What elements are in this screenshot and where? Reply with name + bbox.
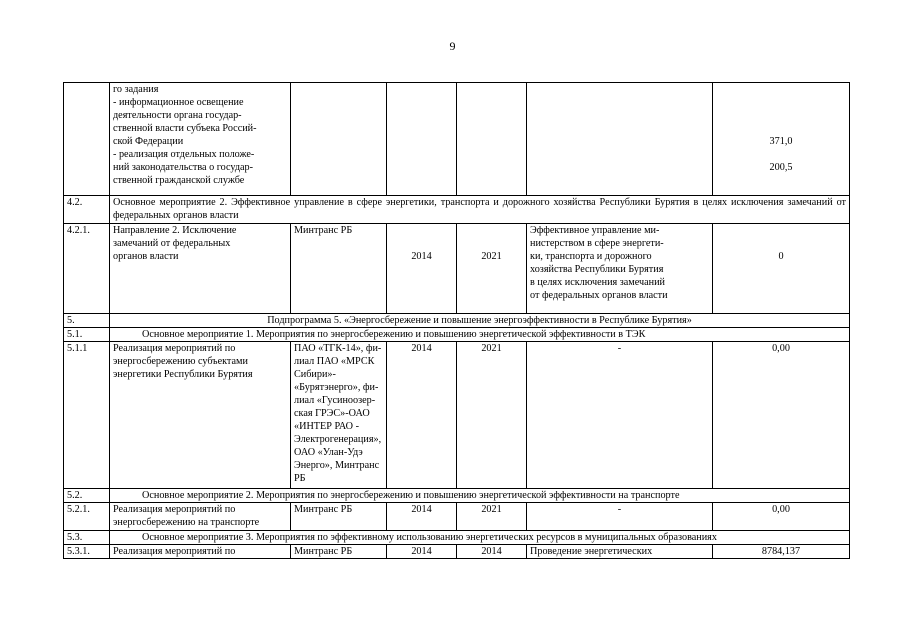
cell-section-title: Основное мероприятие 2. Мероприятия по энергосбережению и повышению энергетической эффективности на транспорте: [110, 489, 850, 503]
cell-num: 5.3.: [64, 531, 110, 545]
table-row-5-1-1: [64, 342, 850, 489]
amount-value: 371,0: [769, 136, 793, 147]
cell-end: 2014: [457, 545, 527, 559]
cell-num: 4.2.1.: [64, 224, 110, 314]
cell-num: 5.1.1: [64, 342, 110, 489]
text-line: энергосбережению субъектами: [113, 356, 248, 367]
text-line: «Бурятэнерго», фи-: [294, 382, 379, 393]
cell-start: 2014: [387, 503, 457, 531]
text-line: ская ГРЭС»-ОАО: [294, 408, 370, 419]
cell-executor: Минтранс РБ: [291, 224, 387, 314]
text-line: лиал «Гусиноозер-: [294, 395, 376, 406]
cell-amount: 0,00: [713, 342, 850, 489]
cell-section-title: Основное мероприятие 3. Мероприятия по эффективному использованию энергетических ресурсов в муниципальных образованиях: [110, 531, 850, 545]
table-row-5-1: [64, 328, 850, 342]
text-line: «ИНТЕР РАО -: [294, 421, 359, 432]
text-line: - реализация отдельных положе-: [113, 149, 255, 160]
cell-num: 5.1.: [64, 328, 110, 342]
cell-result: [527, 83, 713, 196]
program-table: [63, 82, 850, 559]
cell-start: 2014: [387, 342, 457, 489]
cell-amount: [713, 83, 850, 196]
table-row-5-2-1: [64, 503, 850, 531]
cell-section-title: Основное мероприятие 1. Мероприятия по энергосбережению и повышению энергетической эффективности в ТЭК: [110, 328, 850, 342]
text-line: деятельности органа государ-: [113, 110, 242, 121]
cell-start: 2014: [387, 545, 457, 559]
text-line: замечаний от федеральных: [113, 238, 231, 249]
text-line: Электрогенерация»,: [294, 434, 382, 445]
text-line: Реализация мероприятий по: [113, 343, 236, 354]
text-line: органов власти: [113, 251, 179, 262]
cell-executor: Минтранс РБ: [291, 503, 387, 531]
year-start: 2014: [411, 251, 432, 262]
text-line: Направление 2. Исключение: [113, 225, 237, 236]
table-row-5-3: [64, 531, 850, 545]
text-line: ний законодательства о государ-: [113, 162, 254, 173]
cell-section-title: Основное мероприятие 2. Эффективное управление в сфере энергетики, транспорта и дорожного хозяйства Республики Бурятия в целях исключения замечаний от федеральных органов власти: [110, 196, 850, 224]
cell-subprogram-title: Подпрограмма 5. «Энергосбережение и повышение энергоэффективности в Республике Бурятия»: [110, 314, 850, 328]
cell-num: 5.3.1.: [64, 545, 110, 559]
cell-amount: 0,00: [713, 503, 850, 531]
table-row-5-3-1: [64, 545, 850, 559]
cell-result: -: [527, 342, 713, 489]
text-line: Реализация мероприятий по: [113, 504, 236, 515]
table-row-continuation: [64, 83, 850, 196]
text-line: в целях исключения замечаний: [530, 277, 666, 288]
cell-start: [387, 224, 457, 314]
cell-result: -: [527, 503, 713, 531]
text-line: Энерго», Минтранс: [294, 460, 380, 471]
cell-name: Реализация мероприятий по: [110, 545, 291, 559]
cell-start: [387, 83, 457, 196]
text-line: ственной гражданской службе: [113, 175, 245, 186]
text-line: энергетики Республики Бурятия: [113, 369, 253, 380]
cell-name: [110, 83, 291, 196]
text-line: энергосбережению на транспорте: [113, 517, 260, 528]
table-row-5: [64, 314, 850, 328]
cell-name: [110, 342, 291, 489]
table-row-4-2: [64, 196, 850, 224]
cell-executor: [291, 342, 387, 489]
table-row-4-2-1: [64, 224, 850, 314]
text-line: - информационное освещение: [113, 97, 244, 108]
text-line: хозяйства Республики Бурятия: [530, 264, 664, 275]
cell-num: 4.2.: [64, 196, 110, 224]
cell-end: 2021: [457, 503, 527, 531]
text-line: лиал ПАО «МРСК: [294, 356, 375, 367]
text-line: нистерством в сфере энергети-: [530, 238, 664, 249]
cell-executor: [291, 83, 387, 196]
text-line: от федеральных органов власти: [530, 290, 668, 301]
text-line: Сибири»-: [294, 369, 336, 380]
cell-name: [110, 503, 291, 531]
text-line: ственной власти субъека Россий-: [113, 123, 257, 134]
cell-num: [64, 83, 110, 196]
amount-value: 200,5: [769, 162, 793, 173]
cell-num: 5.2.1.: [64, 503, 110, 531]
cell-amount: 8784,137: [713, 545, 850, 559]
cell-name: [110, 224, 291, 314]
cell-end: [457, 224, 527, 314]
page-number: 9: [449, 39, 456, 53]
cell-executor: Минтранс РБ: [291, 545, 387, 559]
text-line: РБ: [294, 473, 306, 484]
year-end: 2021: [481, 251, 502, 262]
cell-end: 2021: [457, 342, 527, 489]
cell-end: [457, 83, 527, 196]
text-line: Эффективное управление ми-: [530, 225, 660, 236]
text-line: ки, транспорта и дорожного: [530, 251, 652, 262]
cell-num: 5.: [64, 314, 110, 328]
cell-result: [527, 224, 713, 314]
text-line: ПАО «ТГК-14», фи-: [294, 343, 382, 354]
text-line: ОАО «Улан-Удэ: [294, 447, 363, 458]
cell-amount: [713, 224, 850, 314]
cell-result: Проведение энергетических: [527, 545, 713, 559]
amount-value: 0: [778, 251, 784, 262]
table-row-5-2: [64, 489, 850, 503]
text-line: го задания: [113, 84, 159, 95]
cell-num: 5.2.: [64, 489, 110, 503]
text-line: ской Федерации: [113, 136, 184, 147]
